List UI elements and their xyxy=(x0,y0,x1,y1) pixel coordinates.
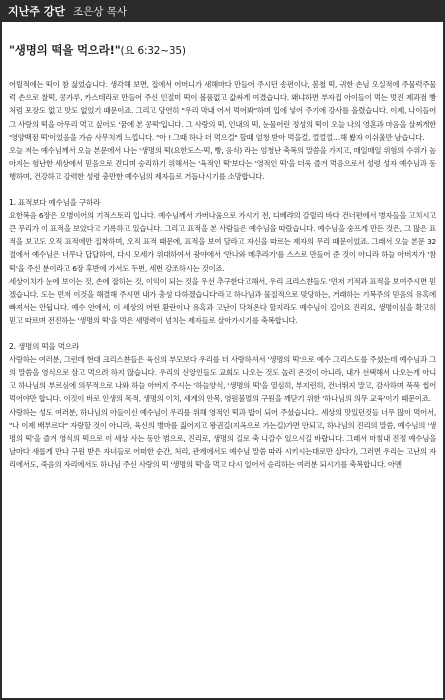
section-paragraph: 사랑하는 여러분, 그런데 현대 크리스챤들은 육신의 부모보다 우리를 더 사랑하셔서 '생명의 떡'으로 예수 그리스도를 주셨는데 예수님과 그의 말씀을 영식으로 삼고 먹으려 하지 않습니다. 우리의 신앙인들도 교회도 나오는 것도 놀러 온것이 아니라, 내가 선택해서 나오는게 아니고 하나님의 부르심에 의무적으로 나와 하늘 아버지 주시는 '하늘양식, '생명의 떡'을 열심히, 부지런히, 건너뛰지 말고, 감사하며 푹푹 씹어 먹어야만 합니다. 이것이 바로 인생의 목적, 생명의 이치, 세계의 안목, 영원불멸의 구원을 깨닫기 위한 '하나님의 의무 교육'이기 때문이죠. xyxy=(9,354,436,404)
section-heading: 2. 생명의 떡을 먹으라 xyxy=(9,341,79,351)
section-paragraph: 사랑하는 성도 여러분, 하나님의 아들이신 예수님이 우리를 위해 영적인 떡과 밥이 되어 주셨습니다.. 세상의 맛있던것들 너무 많이 먹어서, "나 이제 배부르다" 자랑할 것이 아니라, 육신의 병마를 짊어지고 왕권길(지옥으로 가는길)가면 안되고, 하나님의 진리의 말씀, 예수님의 '생명의 떡'을 즐겨 영식의 떡으로 이 세상 사는 동안 범으로, 진리로, 생명의 길로 축 나갈수 있으시길 바랍니다. 그래서 마침내 진정 예수님을 날마다 새롭게 만나 구원 받은 자녀들로 어떠한 순간, 처리, 관계에서도 예수님 말씀 따라 시키시는대로만 살다가, 그러면 우리는 고난의 자리에서도, 죽음의 자리에서도 하나님 주신 사랑의 떡 '생명의 떡'을 먹고 다시 일어서 승리하는 여러분 되시기를 축복합니다. 아멘 xyxy=(9,407,436,470)
sermon-content xyxy=(2,42,443,472)
paragraph-gap xyxy=(9,328,436,340)
section-label: 지난주 강단 xyxy=(8,5,65,18)
sermon-body xyxy=(9,78,436,472)
paragraph-gap xyxy=(9,184,436,196)
author-name: 조은상 목사 xyxy=(72,5,128,18)
sermon-title xyxy=(9,42,436,58)
header-bar xyxy=(2,0,443,22)
intro-paragraph: 오늘 저는 예수님께서 오늘 본문에서 나는 '생명의 떡(요한도스-떡, 빵, 음식) 라는 엄청난 축복의 말씀을 가지고, 매일매일 위험의 수위가 높아지는 험난한 세상에서 믿음으로 견디며 승리하기 위해서는 '육적인 떡'보다는 '영적인 떡'을 더욱 즐겨 먹음으로서 성령 성자 예수님과 동행하며, 건강하고 강력한 성령 충만한 예수님의 제자들로 거듭나시기를 소망합니다. xyxy=(9,146,436,182)
section-heading: 1. 표적보다 예수님을 구하라 xyxy=(9,197,101,207)
section-paragraph: 요한복음 6장은 오병이어의 기적스토리 입니다. 예수님께서 가버나움으로 가시기 전, 디베랴의 갈릴리 바다 건너편에서 병자들을 고치시고 큰 무리가 이 표적을 보았다고 기록하고 있습니다. 그리고 표적을 본 사람들은 예수님을 따랐습니다. 예수님을 숭프게 만든 것은, 그 많은 표적을 보고도 오직 표적에만 집착하며, 오직 표적 때문에, 표적을 보여 달라고 자신을 따르는 제자의 무리 때문이었죠. 그래서 오늘 본문 32절에서 예수님은 너무나 답답하여, 다시 모세가 위대하여서 광야에서 '만나와 메추라기'를 스스로 만들어 준 것이 아니라 하늘 아버지가 '참 떡'을 주신 분이라고 6장 후반에 가서도 두번, 세번 강조하시는 것이죠. xyxy=(9,210,436,273)
scripture-reference: (요 6:32~35) xyxy=(120,45,186,57)
intro-paragraph: 어릴적에는 떡이 참 싫었습니다. 생각해 보면, 집에서 어머니가 새해마다 만들어 주시던 송편이나, 봄철 떡, 귀한 손님 오실적에 주물럭주물럭 손으로 찰떡, 콩가루, 카스테라로 만들어 주신 인절미 떡이 볼품없고 값싸게 여겼습니다. 왜냐하면 부자집 아이들이 먹는 멋진 제과점 빵처럼 포장도 없고 맛도 없었기 때문이죠. 그리고 당연히 "우리 막내 어서 먹어봐"하며 입에 넣어 주기에 강사를 올렸습니다. 이제, 나이들어 그 사랑의 떡을 아무리 먹고 싶어도 '꿈에 본 콩떡'입니다. 그 사랑의 떡, 인내의 떡, 눈물어린 정성의 떡이 오늘 나의 영혼과 마음을 살찌게한 '영양백점 떡'이었음을 가슴 사무치게 느낍니다. "아 ! 그때 하나 더 먹으걸" 할때 엄청 받아 먹을걸, 껄껄껄…해 봤자 이쉬울만 남습니다. xyxy=(9,80,436,142)
section-paragraph: 세상이치가 눈에 보이는 것, 손에 잡히는 것, 이익이 되는 것을 우선 추구한다고해서, 우리 크리스챤들도 '먼저 기적과 표적을 보여주시면 믿겠습니다. 도는 먼저 이것을 해결해 주시면 내가 충성 다하겠습니다'라고 하나님과 물질적으로 맞당하는, 거래하는 기복주의 믿음의 유혹에 빠져서는 안됩니다. 예수 안에서, 이 세상의 어떤 환란이나 유혹과 고난이 닥쳐온다 할지라도 예수님이 길이요 진리요, 생명이심을 확고히 믿고 따르며 전진하는 '생명의 떡'을 먹은 새명력이 넘치는 제자들로 살아가시기를 축복합니다. xyxy=(9,276,436,326)
sermon-title-text: "생명의 떡을 먹으라!" xyxy=(9,43,121,57)
